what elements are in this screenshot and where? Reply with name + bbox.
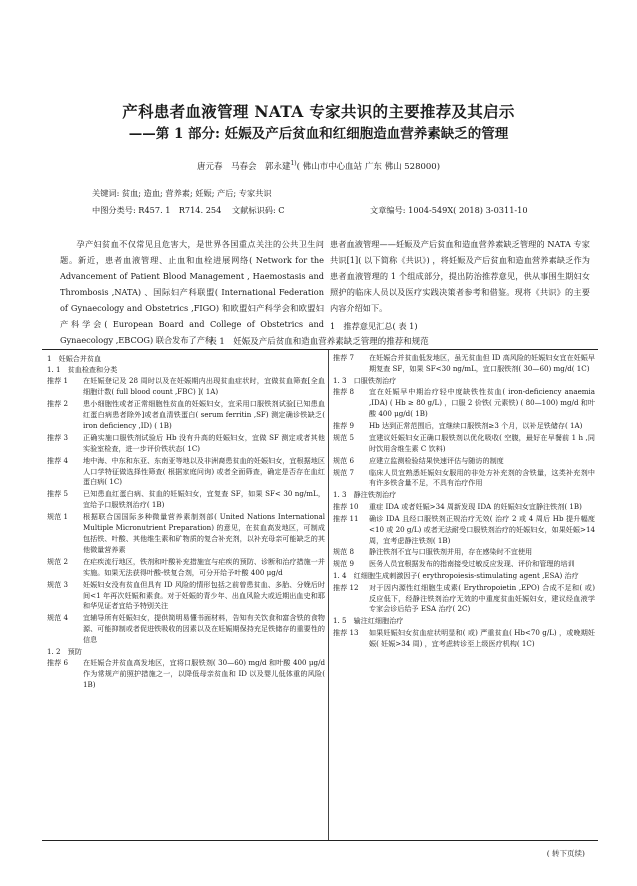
row-label: 规范 3	[47, 579, 68, 589]
intro-paragraph-left: 孕产妇贫血不仅常见且危害大，是世界各国重点关注的公共卫生问题。新近，患者血液管理、止血和血栓进展网络( Network for the Advancement of Patient Blood Management , Haemostasis and Thrombosis ,NATA) 、国际妇产科联盟( International Federation of Gynaecology and Obstetrics ,FIGO) 和欧盟妇产科学会和欧盟妇产科学会( European Board and College of Obstetrics and Gynaecology ,EBCOG) 联合发布了产科	[60, 239, 324, 345]
row-label: 规范 2	[47, 556, 68, 566]
row-label: 推荐 10	[333, 501, 359, 511]
table-row	[333, 421, 595, 432]
table-section-heading: 1 妊娠合并贫血	[47, 353, 102, 363]
table-row	[47, 658, 325, 691]
row-text: 确诊 IDA 且经口服铁剂正规治疗无效( 治疗 2 或 4 周后 Hb 提升幅度<10 或 20 g/L) 或者无法耐受口服铁剂治疗的妊娠妇女，如果妊娠>14 周，宜考虑静注铁剂( 1B)	[369, 513, 595, 545]
intro-right-column	[330, 236, 590, 334]
row-text: 正确实施口服铁剂试验后 Hb 没有升高的妊娠妇女，宜做 SF 测定或者其他实验室检查，进一步评价铁状态( 1C)	[83, 432, 325, 453]
row-label: 推荐 9	[333, 420, 354, 430]
row-label: 规范 8	[333, 547, 354, 557]
row-label: 规范 9	[333, 559, 354, 569]
row-text: 如果妊娠妇女贫血症状明显和( 或) 严重贫血( Hb<70 g/L) ，或晚期妊娠( 妊娠>34 周) ，宜考虑转诊至上级医疗机构( 1C)	[369, 627, 595, 648]
table-row	[47, 376, 325, 398]
row-text: 已知患血红蛋白病、贫血的妊娠妇女，宜复查 SF，如果 SF< 30 ng/mL，宜给予口服铁剂治疗( 1B)	[83, 489, 325, 510]
table-section-heading: 1. 5 输注红细胞治疗	[333, 616, 404, 626]
table-row	[47, 613, 325, 646]
table-row	[333, 514, 595, 547]
table-row	[47, 580, 325, 613]
table-row	[333, 628, 595, 650]
row-text: 宜建议妊娠妇女正确口服铁剂以优化吸收( 空腹，最好在早餐前 1 h ,同时饮用含维生素 C 饮料)	[369, 432, 595, 453]
intro-left-column	[60, 236, 324, 348]
row-text: 重症 IDA 或者妊娠>34 周新发现 IDA 的妊娠妇女宜静注铁剂( 1B)	[369, 501, 582, 511]
row-text: 静注铁剂不宜与口服铁剂并用，存在感染时不宜使用	[369, 547, 533, 557]
article-title: 产科患者血液管理 NATA 专家共识的主要推荐及其启示	[122, 102, 515, 121]
row-text: 临床人员宜熟悉妊娠妇女服用的非处方补充剂的含铁量，这类补充剂中有许多铁含量不足，不具有治疗作用	[369, 467, 595, 488]
row-text: 医务人员宜根据发布的指南接受过敏反应发现、评价和管理的培训	[369, 559, 575, 569]
row-label: 推荐 1	[47, 376, 68, 386]
authors-line	[0, 160, 637, 172]
table-row	[47, 456, 325, 489]
row-text: 地中海、中东和东亚、东南亚等地以及非洲裔患贫血的妊娠妇女，宜根据地区人口学特征做选择性筛查( 根据家庭问询) 或者全面筛查，确定是否存在血红蛋白病( 1C)	[83, 455, 325, 487]
table-section-heading: 1. 1 贫血检查和分类	[47, 364, 118, 374]
continued-note: ( 转下页续)	[546, 849, 585, 858]
row-label: 规范 4	[47, 613, 68, 623]
table-section-heading: 1. 2 预防	[47, 647, 82, 657]
table-column-divider	[328, 350, 329, 840]
table-row	[47, 399, 325, 432]
table-row	[333, 456, 595, 467]
table-row	[47, 433, 325, 455]
table-left-column	[47, 353, 325, 692]
row-text: 宜在妊娠早中期治疗轻中度缺铁性贫血( iron-deficiency anaemia ,IDA) ( Hb ≥ 80 g/L) ，口服 2 价铁( 元素铁) ( 80—100) mg/d 和叶酸 400 μg/d( 1B)	[369, 387, 595, 419]
row-text: Hb 达到正常范围后，宜继续口服铁剂≥3 个月，以补足铁储存( 1A)	[369, 420, 583, 430]
row-label: 规范 6	[333, 455, 354, 465]
row-text: 在妊娠合并贫血高发地区，宜将口服铁剂( 30—60) mg/d 和叶酸 400 μg/d 作为常规产前照护措施之一，以降低母亲贫血和 ID 以及婴儿低体重的风险( 1B)	[83, 658, 325, 690]
row-text: 根据联合国国际多种微量营养素制剂部( United Nations International Multiple Micronutrient Preparation) 的意见，在贫血高发地区，可制成包括铁、叶酸、其他维生素和矿物质的复合补充剂，以补充母亲可能缺乏的其他微量营养素	[83, 512, 325, 554]
row-text: 患小细胞性或者正常细胞性贫血的妊娠妇女，宜采用口服铁剂试验[已知患血红蛋白病患者除外]或者血清铁蛋白( serum ferritin ,SF) 测定确诊铁缺乏( iron deficiency ,ID) ( 1B)	[83, 399, 325, 430]
table-row	[333, 353, 595, 375]
table-row	[333, 387, 595, 420]
table-row	[333, 433, 595, 455]
row-text: 在妊娠合并贫血低发地区，虽无贫血但 ID 高风险的妊娠妇女宜在妊娠早期复查 SF，如果 SF<30 ng/mL，宜口服铁剂( 30—60) mg/d( 1C)	[369, 353, 595, 373]
row-label: 推荐 5	[47, 489, 68, 499]
table-row	[333, 547, 595, 558]
author-footnote-mark: 1)	[290, 160, 297, 168]
table-bottom-rule	[42, 840, 598, 841]
section-heading: 1 推荐意见汇总( 表 1)	[330, 321, 418, 331]
classification-line	[92, 205, 552, 216]
table-row	[47, 512, 325, 556]
row-text: 妊娠妇女没有贫血但具有 ID 风险的情形包括之前曾患贫血、多胎、分娩后时间<1 年再次妊娠和素食。对于妊娠的青少年、出血风险大或近期出血史和耶和华见证者宜给予特别关注	[83, 579, 325, 611]
table-row	[333, 468, 595, 490]
row-text: 宜辅导所有妊娠妇女，提供简明易懂书面材料，告知有关饮食和富含铁的食物源、可能抑制或者促进铁吸收的因素以及在妊娠期保持充足铁储存的重要性的信息	[83, 613, 325, 645]
table-section-heading: 1. 3 口服铁剂治疗	[333, 375, 397, 385]
row-text: 应建立监测检验结果快速评估与随访的制度	[369, 455, 504, 465]
row-label: 推荐 8	[333, 387, 354, 397]
row-label: 推荐 12	[333, 582, 359, 592]
table-right-column	[333, 353, 595, 651]
row-label: 推荐 6	[47, 658, 68, 668]
table-top-rule	[42, 349, 598, 350]
row-label: 推荐 11	[333, 513, 359, 523]
row-label: 推荐 3	[47, 432, 68, 442]
article-subtitle: ——第 1 部分: 妊娠及产后贫血和红细胞造血营养素缺乏的管理	[128, 126, 509, 142]
table-section-heading: 1. 4 红细胞生成刺激因子( erythropoiesis-stimulating agent ,ESA) 治疗	[333, 571, 579, 581]
article-number: 文章编号: 1004-549X( 2018) 3-0311-10	[370, 205, 528, 215]
row-text: 对于因内源性红细胞生成素( Erythropoietin ,EPO) 合成不足和( 或) 反应低下，经静注铁剂治疗无效的中重度贫血妊娠妇女，建议经血液学专家会诊后给予 ESA 治疗( 2C)	[369, 582, 595, 614]
table-caption: 表 1 妊娠及产后贫血和造血营养素缺乏管理的推荐和规范	[208, 337, 429, 347]
clc-number: 中图分类号: R457. 1 R714. 254	[92, 205, 222, 215]
table-row	[333, 559, 595, 570]
row-text: 在疟疾流行地区，铁剂和叶酸补充措施宜与疟疾的预防、诊断和治疗措施一并实施。如果无法获得叶酸-铁复合剂，可分开给予叶酸 400 μg/d	[83, 556, 325, 577]
row-label: 推荐 2	[47, 399, 68, 409]
table-row	[47, 557, 325, 579]
row-label: 推荐 4	[47, 455, 68, 465]
table-section-heading: 1. 3 静注铁剂治疗	[333, 490, 397, 500]
row-text: 在妊娠登记及 28 周时以及在妊娠期内出现贫血症状时，宜做贫血筛查[全血细胞计数( full blood count ,FBC) ]( 1A)	[83, 376, 325, 397]
intro-paragraph-right: 患者血液管理——妊娠及产后贫血和造血营养素缺乏管理的 NATA 专家共识[1]( 以下简称《共识》) ，将妊娠及产后贫血和造血营养素缺乏作为患者血液管理的 1 个组成部分，提出防治推荐意见，供从事围生期妇女照护的临床人员以及医疗实践决策者参考和借鉴。现将《共识》的主要内容介绍如下。	[330, 239, 590, 313]
row-label: 推荐 13	[333, 627, 359, 637]
table-row	[333, 502, 595, 513]
row-label: 规范 7	[333, 467, 354, 477]
table-row	[333, 583, 595, 616]
row-label: 推荐 7	[333, 353, 354, 362]
document-code: 文献标识码: C	[232, 205, 285, 215]
author-affiliation: ( 佛山市中心血站 广东 佛山 528000)	[296, 162, 441, 172]
row-label: 规范 5	[333, 432, 354, 442]
author-names: 唐元春 马春会 郭永建	[196, 162, 291, 172]
row-label: 规范 1	[47, 512, 68, 522]
keywords: 关键词: 贫血; 造血; 营养素; 妊娠; 产后; 专家共识	[92, 188, 272, 198]
table-row	[47, 489, 325, 511]
